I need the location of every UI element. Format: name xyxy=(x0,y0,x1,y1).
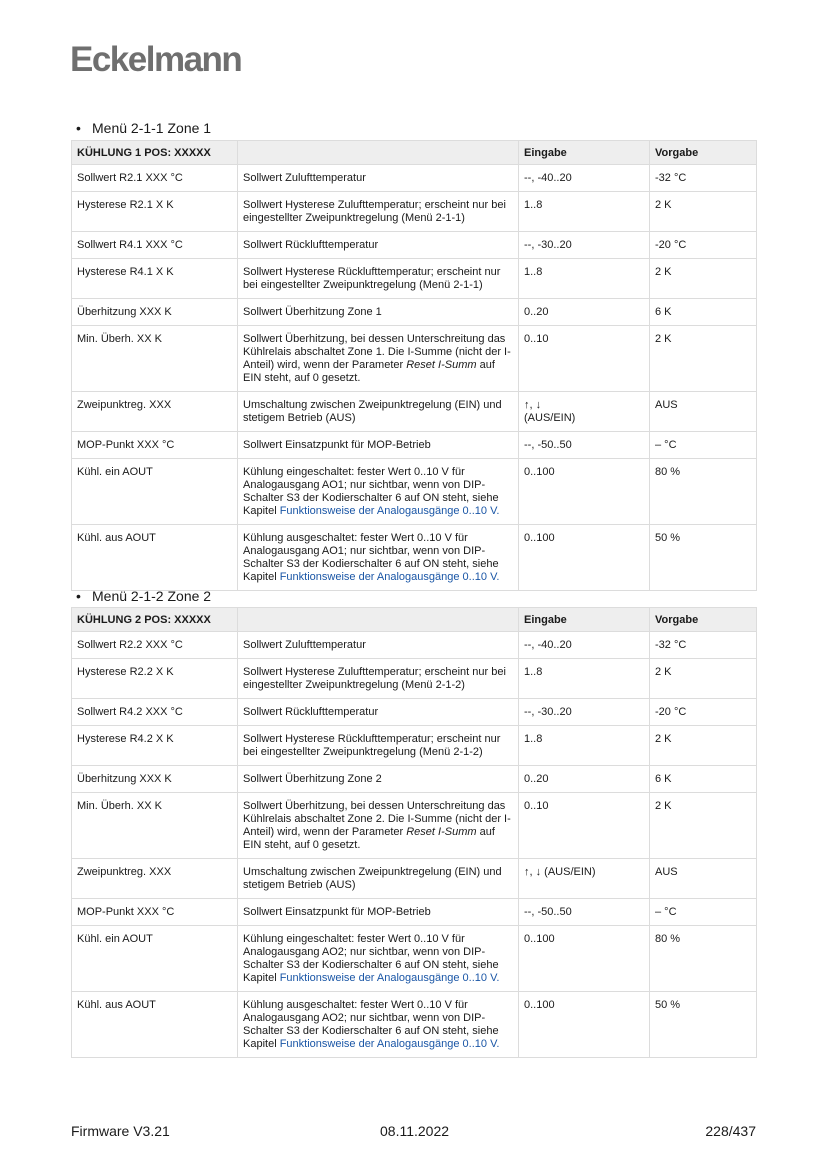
param-cell: Kühl. aus AOUT xyxy=(72,525,238,591)
default-cell: AUS xyxy=(650,859,757,899)
desc-text: auf EIN steht, auf 0 gesetzt. xyxy=(243,826,495,851)
default-cell: 50 % xyxy=(650,525,757,591)
desc-text: Sollwert Überhitzung, bei dessen Unterschreitung das Kühlrelais abschaltet Zone 2. Die I-Summe (nicht der I-Anteil) wird, wenn der Parameter xyxy=(243,800,511,838)
desc-cell: Sollwert Hysterese Rücklufttemperatur; erscheint nur bei eingestellter Zweipunktregelung (Menü 2-1-2) xyxy=(238,726,519,766)
input-cell: 0..100 xyxy=(519,926,650,992)
param-cell: Kühl. aus AOUT xyxy=(72,992,238,1058)
param-cell: MOP-Punkt XXX °C xyxy=(72,899,238,926)
param-cell: Überhitzung XXX K xyxy=(72,299,238,326)
desc-cell xyxy=(238,525,519,591)
default-cell: 2 K xyxy=(650,192,757,232)
default-cell: -32 °C xyxy=(650,165,757,192)
eckelmann-logo: Eckelmann xyxy=(70,40,242,79)
table-row xyxy=(72,459,757,525)
bullet-icon: • xyxy=(76,588,81,604)
desc-cell xyxy=(238,793,519,859)
desc-cell xyxy=(238,992,519,1058)
parameter-table-zone-2 xyxy=(71,607,757,1058)
default-cell: -20 °C xyxy=(650,699,757,726)
table-row xyxy=(72,632,757,659)
param-cell: MOP-Punkt XXX °C xyxy=(72,432,238,459)
param-cell: Überhitzung XXX K xyxy=(72,766,238,793)
desc-cell: Sollwert Zulufttemperatur xyxy=(238,632,519,659)
desc-cell xyxy=(238,459,519,525)
table-row xyxy=(72,232,757,259)
header-desc xyxy=(238,141,519,165)
section-title-zone-2 xyxy=(76,588,211,604)
table-row xyxy=(72,525,757,591)
table-row xyxy=(72,766,757,793)
input-cell: 0..10 xyxy=(519,793,650,859)
header-desc xyxy=(238,608,519,632)
desc-cell xyxy=(238,326,519,392)
default-cell: 2 K xyxy=(650,326,757,392)
param-reference: Reset I-Summ xyxy=(406,826,477,838)
default-cell: 80 % xyxy=(650,459,757,525)
desc-cell xyxy=(238,926,519,992)
desc-text: Sollwert Überhitzung, bei dessen Unterschreitung das Kühlrelais abschaltet Zone 1. Die I-Summe (nicht der I-Anteil) wird, wenn der Parameter xyxy=(243,333,511,371)
param-cell: Hysterese R4.1 X K xyxy=(72,259,238,299)
parameter-table-zone-1 xyxy=(71,140,757,591)
input-cell: 0..10 xyxy=(519,326,650,392)
table-row xyxy=(72,259,757,299)
param-cell: Kühl. ein AOUT xyxy=(72,459,238,525)
default-cell: -32 °C xyxy=(650,632,757,659)
section-title-text: Menü 2-1-2 Zone 2 xyxy=(92,588,212,604)
desc-cell: Sollwert Zulufttemperatur xyxy=(238,165,519,192)
header-input: Eingabe xyxy=(519,141,650,165)
param-cell: Min. Überh. XX K xyxy=(72,326,238,392)
input-cell: --, -50..50 xyxy=(519,899,650,926)
table-row xyxy=(72,192,757,232)
header-input: Eingabe xyxy=(519,608,650,632)
desc-text: auf EIN steht, auf 0 gesetzt. xyxy=(243,359,495,384)
table-header-row xyxy=(72,141,757,165)
header-param: KÜHLUNG 2 POS: XXXXX xyxy=(72,608,238,632)
section-title-zone-1 xyxy=(76,120,211,136)
desc-cell: Sollwert Einsatzpunkt für MOP-Betrieb xyxy=(238,432,519,459)
input-cell: --, -30..20 xyxy=(519,232,650,259)
param-cell: Kühl. ein AOUT xyxy=(72,926,238,992)
default-cell: 50 % xyxy=(650,992,757,1058)
param-cell: Sollwert R2.2 XXX °C xyxy=(72,632,238,659)
footer-date: 08.11.2022 xyxy=(380,1123,450,1139)
input-cell: --, -30..20 xyxy=(519,699,650,726)
param-reference: Reset I-Summ xyxy=(406,359,477,371)
footer-firmware: Firmware V3.21 xyxy=(71,1123,170,1139)
section-title-text: Menü 2-1-1 Zone 1 xyxy=(92,120,212,136)
chapter-link[interactable]: Funktionsweise der Analogausgänge 0..10 V. xyxy=(279,1038,500,1050)
chapter-link[interactable]: Funktionsweise der Analogausgänge 0..10 V. xyxy=(279,505,500,517)
default-cell: 2 K xyxy=(650,259,757,299)
desc-text: Kühlung ausgeschaltet: fester Wert 0..10 V für Analogausgang AO1; nur sichtbar, wenn von DIP-Schalter S3 der Kodierschalter 6 auf ON steht, siehe Kapitel xyxy=(243,532,499,583)
default-cell: 6 K xyxy=(650,299,757,326)
table-row xyxy=(72,899,757,926)
table-row xyxy=(72,432,757,459)
chapter-link[interactable]: Funktionsweise der Analogausgänge 0..10 V. xyxy=(279,972,500,984)
desc-cell: Sollwert Überhitzung Zone 2 xyxy=(238,766,519,793)
table-row xyxy=(72,165,757,192)
default-cell: 80 % xyxy=(650,926,757,992)
input-cell: 1..8 xyxy=(519,259,650,299)
input-cell: 1..8 xyxy=(519,192,650,232)
table-row xyxy=(72,659,757,699)
default-cell: 2 K xyxy=(650,793,757,859)
desc-cell: Sollwert Hysterese Zulufttemperatur; erscheint nur bei eingestellter Zweipunktregelung (Menü 2-1-1) xyxy=(238,192,519,232)
header-default: Vorgabe xyxy=(650,608,757,632)
input-cell: --, -40..20 xyxy=(519,165,650,192)
desc-cell: Sollwert Rücklufttemperatur xyxy=(238,232,519,259)
bullet-icon: • xyxy=(76,120,81,136)
header-param: KÜHLUNG 1 POS: XXXXX xyxy=(72,141,238,165)
table-row xyxy=(72,926,757,992)
param-cell: Hysterese R2.2 X K xyxy=(72,659,238,699)
desc-cell: Sollwert Hysterese Rücklufttemperatur; erscheint nur bei eingestellter Zweipunktregelung (Menü 2-1-1) xyxy=(238,259,519,299)
desc-cell: Umschaltung zwischen Zweipunktregelung (EIN) und stetigem Betrieb (AUS) xyxy=(238,392,519,432)
default-cell: – °C xyxy=(650,899,757,926)
input-cell: --, -50..50 xyxy=(519,432,650,459)
param-cell: Zweipunktreg. XXX xyxy=(72,859,238,899)
param-cell: Min. Überh. XX K xyxy=(72,793,238,859)
desc-cell: Sollwert Überhitzung Zone 1 xyxy=(238,299,519,326)
param-cell: Sollwert R4.1 XXX °C xyxy=(72,232,238,259)
desc-cell: Sollwert Einsatzpunkt für MOP-Betrieb xyxy=(238,899,519,926)
default-cell: -20 °C xyxy=(650,232,757,259)
default-cell: – °C xyxy=(650,432,757,459)
header-default: Vorgabe xyxy=(650,141,757,165)
desc-cell: Umschaltung zwischen Zweipunktregelung (EIN) und stetigem Betrieb (AUS) xyxy=(238,859,519,899)
input-cell: 1..8 xyxy=(519,726,650,766)
table-row xyxy=(72,699,757,726)
desc-cell: Sollwert Hysterese Zulufttemperatur; erscheint nur bei eingestellter Zweipunktregelung (Menü 2-1-2) xyxy=(238,659,519,699)
desc-text: Kühlung eingeschaltet: fester Wert 0..10 V für Analogausgang AO2; nur sichtbar, wenn von DIP-Schalter S3 der Kodierschalter 6 auf ON steht, siehe Kapitel xyxy=(243,933,499,984)
input-cell: ↑, ↓ (AUS/EIN) xyxy=(519,859,650,899)
desc-text: Kühlung ausgeschaltet: fester Wert 0..10 V für Analogausgang AO2; nur sichtbar, wenn von DIP-Schalter S3 der Kodierschalter 6 auf ON steht, siehe Kapitel xyxy=(243,999,499,1050)
default-cell: AUS xyxy=(650,392,757,432)
param-cell: Sollwert R2.1 XXX °C xyxy=(72,165,238,192)
desc-text: Kühlung eingeschaltet: fester Wert 0..10 V für Analogausgang AO1; nur sichtbar, wenn von DIP-Schalter S3 der Kodierschalter 6 auf ON steht, siehe Kapitel xyxy=(243,466,499,517)
default-cell: 6 K xyxy=(650,766,757,793)
input-cell: 0..100 xyxy=(519,525,650,591)
input-cell: ↑, ↓ (AUS/EIN) xyxy=(519,392,650,432)
table-row xyxy=(72,326,757,392)
input-cell: 1..8 xyxy=(519,659,650,699)
table-row xyxy=(72,859,757,899)
table-header-row xyxy=(72,608,757,632)
param-cell: Hysterese R2.1 X K xyxy=(72,192,238,232)
chapter-link[interactable]: Funktionsweise der Analogausgänge 0..10 V. xyxy=(279,571,500,583)
input-cell: 0..100 xyxy=(519,992,650,1058)
table-row xyxy=(72,299,757,326)
param-cell: Zweipunktreg. XXX xyxy=(72,392,238,432)
param-cell: Sollwert R4.2 XXX °C xyxy=(72,699,238,726)
input-cell: 0..20 xyxy=(519,299,650,326)
input-cell: --, -40..20 xyxy=(519,632,650,659)
input-cell: 0..100 xyxy=(519,459,650,525)
desc-cell: Sollwert Rücklufttemperatur xyxy=(238,699,519,726)
input-cell: 0..20 xyxy=(519,766,650,793)
param-cell: Hysterese R4.2 X K xyxy=(72,726,238,766)
table-row xyxy=(72,392,757,432)
table-row xyxy=(72,726,757,766)
footer-page-number: 228/437 xyxy=(705,1123,756,1139)
table-row xyxy=(72,793,757,859)
table-row xyxy=(72,992,757,1058)
default-cell: 2 K xyxy=(650,659,757,699)
default-cell: 2 K xyxy=(650,726,757,766)
